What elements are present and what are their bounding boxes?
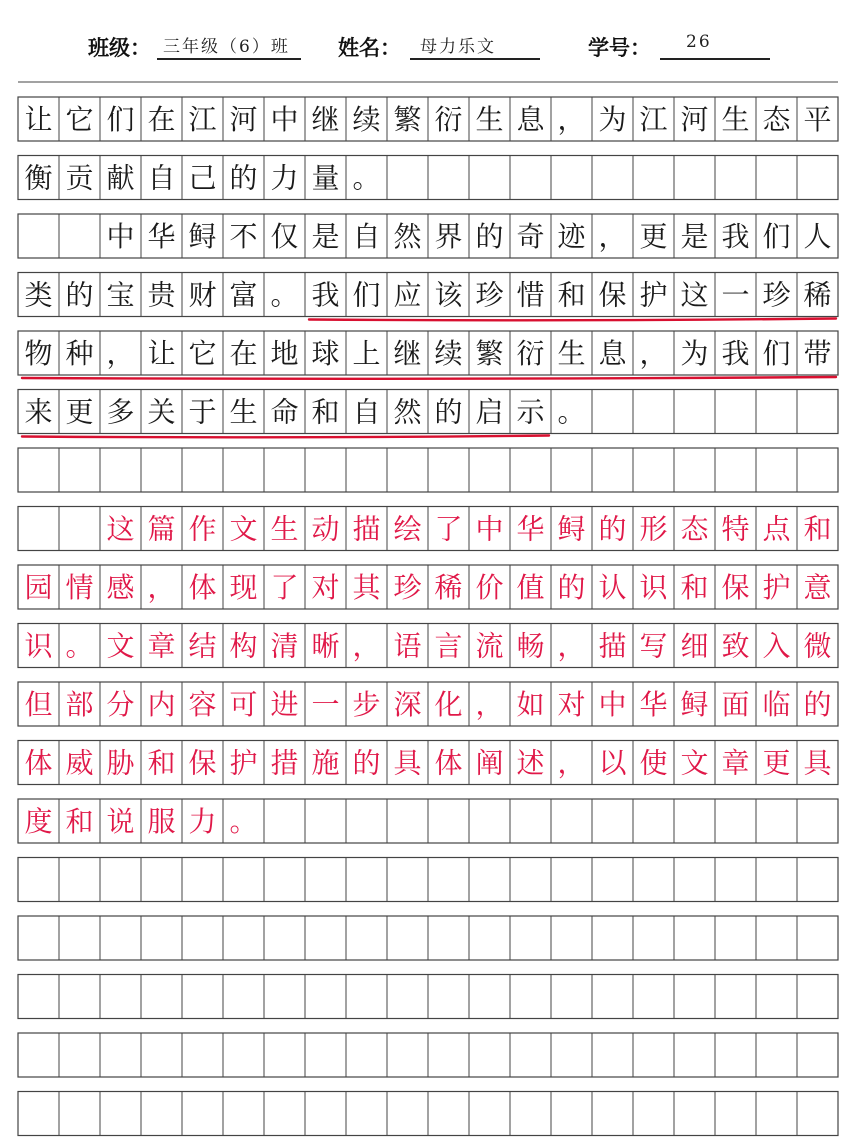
grid-char: 特 xyxy=(721,512,750,546)
grid-char: 我 xyxy=(721,220,750,254)
grid-char: 生 xyxy=(557,337,586,371)
grid-char: 的 xyxy=(557,571,586,605)
grid-char: 珍 xyxy=(393,571,422,605)
grid-row xyxy=(18,741,838,785)
grid-char: 章 xyxy=(721,746,750,780)
grid-row xyxy=(18,1092,838,1136)
grid-char: 启 xyxy=(475,395,504,429)
grid-char: 对 xyxy=(557,688,586,722)
grid-char: 措 xyxy=(270,746,299,780)
grid-char: 们 xyxy=(762,337,791,371)
grid-char: 体 xyxy=(434,746,463,780)
grid-char: 保 xyxy=(598,278,627,312)
grid-char: 量 xyxy=(311,161,340,195)
grid-char: 容 xyxy=(188,688,217,722)
grid-char: 形 xyxy=(639,512,668,546)
grid-char: 为 xyxy=(680,337,709,371)
grid-char: 华 xyxy=(639,688,668,722)
grid-char: 们 xyxy=(352,278,381,312)
grid-char: 贡 xyxy=(65,161,94,195)
grid-char: 进 xyxy=(270,688,299,722)
grid-char: 中 xyxy=(598,688,627,722)
grid-char: 类 xyxy=(24,278,53,312)
grid-row xyxy=(18,916,838,960)
grid-char: 步 xyxy=(352,688,381,722)
grid-char: 江 xyxy=(188,103,217,137)
grid-char: 上 xyxy=(352,337,381,371)
red-underline xyxy=(309,319,836,321)
grid-char: 生 xyxy=(475,103,504,137)
number-value: 26 xyxy=(686,32,712,52)
grid-char: 言 xyxy=(434,629,463,663)
grid-char: 贵 xyxy=(147,278,176,312)
grid-char: 具 xyxy=(803,746,832,780)
grid-char: 华 xyxy=(516,512,545,546)
grid-char: 财 xyxy=(188,278,217,312)
grid-char: 了 xyxy=(270,571,299,605)
grid-char: 。 xyxy=(557,395,586,429)
grid-char: 珍 xyxy=(762,278,791,312)
grid-row xyxy=(18,975,838,1019)
grid-char: 生 xyxy=(721,103,750,137)
grid-char: 可 xyxy=(229,688,258,722)
grid-char: 晰 xyxy=(311,629,340,663)
grid-char: 衡 xyxy=(24,161,53,195)
grid-char: 稀 xyxy=(803,278,832,312)
grid-char: 是 xyxy=(311,220,340,254)
grid-char: 。 xyxy=(65,629,94,663)
grid-char: 服 xyxy=(147,805,176,839)
grid-char: 流 xyxy=(475,629,504,663)
grid-char: 在 xyxy=(229,337,258,371)
grid-char: 清 xyxy=(270,629,299,663)
grid-char: 生 xyxy=(270,512,299,546)
grid-char: 的 xyxy=(352,746,381,780)
grid-char: 保 xyxy=(721,571,750,605)
grid-char: 稀 xyxy=(434,571,463,605)
grid-row xyxy=(18,273,838,317)
grid-char: 了 xyxy=(434,512,463,546)
grid-char: 的 xyxy=(65,278,94,312)
grid-char: 命 xyxy=(270,395,299,429)
grid-char: 江 xyxy=(639,103,668,137)
grid-char: 施 xyxy=(311,746,340,780)
grid-char: 仅 xyxy=(270,220,299,254)
grid-char: 中 xyxy=(106,220,135,254)
grid-char: 情 xyxy=(65,571,94,605)
grid-char: 奇 xyxy=(516,220,545,254)
grid-char: 于 xyxy=(188,395,217,429)
grid-char: 们 xyxy=(762,220,791,254)
grid-char: ， xyxy=(147,571,176,605)
grid-char: 河 xyxy=(229,103,258,137)
grid-char: 临 xyxy=(762,688,791,722)
grid-char: 具 xyxy=(393,746,422,780)
grid-char: 让 xyxy=(147,337,176,371)
grid-char: 息 xyxy=(598,337,627,371)
grid-row xyxy=(18,156,838,200)
grid-char: 我 xyxy=(311,278,340,312)
grid-char: 分 xyxy=(106,688,135,722)
grid-char: 描 xyxy=(352,512,381,546)
grid-row xyxy=(18,799,838,843)
grid-char: 但 xyxy=(24,688,53,722)
grid-char: 多 xyxy=(106,395,135,429)
grid-char: 界 xyxy=(434,220,463,254)
grid-char: 微 xyxy=(803,629,832,663)
grid-row xyxy=(18,858,838,902)
grid-char: 结 xyxy=(188,629,217,663)
grid-char: 价 xyxy=(475,571,504,605)
grid-char: 感 xyxy=(106,571,135,605)
grid-char: 球 xyxy=(311,337,340,371)
grid-char: ， xyxy=(598,220,627,254)
grid-char: 力 xyxy=(270,161,299,195)
grid-char: 来 xyxy=(24,395,53,429)
grid-char: 繁 xyxy=(475,337,504,371)
grid-row xyxy=(18,682,838,726)
red-underline xyxy=(22,436,549,438)
grid-char: 篇 xyxy=(147,512,176,546)
grid-char: 阐 xyxy=(475,746,504,780)
grid-char: 内 xyxy=(147,688,176,722)
grid-char: 现 xyxy=(229,571,258,605)
grid-char: ， xyxy=(106,337,135,371)
grid-char: 它 xyxy=(65,103,94,137)
grid-char: 示 xyxy=(516,395,545,429)
grid-char: 不 xyxy=(229,220,258,254)
grid-char: 该 xyxy=(434,278,463,312)
grid-char: 种 xyxy=(65,337,94,371)
grid-row xyxy=(18,214,838,258)
grid-char: 然 xyxy=(393,220,422,254)
grid-char: 续 xyxy=(434,337,463,371)
grid-char: 一 xyxy=(311,688,340,722)
grid-char: 们 xyxy=(106,103,135,137)
grid-char: 。 xyxy=(229,805,258,839)
grid-char: 继 xyxy=(393,337,422,371)
grid-char: 的 xyxy=(434,395,463,429)
grid-row xyxy=(18,331,838,375)
grid-char: 细 xyxy=(680,629,709,663)
grid-char: 平 xyxy=(803,103,832,137)
grid-char: 文 xyxy=(680,746,709,780)
grid-char: 胁 xyxy=(106,746,135,780)
grid-char: 面 xyxy=(721,688,750,722)
grid-char: 和 xyxy=(311,395,340,429)
grid-char: 态 xyxy=(680,512,709,546)
grid-char: 己 xyxy=(188,161,217,195)
grid-row xyxy=(18,1033,838,1077)
grid-char: 惜 xyxy=(516,278,545,312)
grid-char: 自 xyxy=(352,395,381,429)
grid-char: 河 xyxy=(680,103,709,137)
red-underline xyxy=(22,377,836,379)
grid-char: 文 xyxy=(229,512,258,546)
grid-char: 识 xyxy=(24,629,53,663)
grid-char: 应 xyxy=(393,278,422,312)
grid-char: 度 xyxy=(24,805,53,839)
grid-char: 息 xyxy=(516,103,545,137)
grid-char: 保 xyxy=(188,746,217,780)
grid-row xyxy=(18,97,838,141)
grid-char: ， xyxy=(557,746,586,780)
grid-char: 深 xyxy=(393,688,422,722)
grid-char: 和 xyxy=(557,278,586,312)
grid-char: 在 xyxy=(147,103,176,137)
grid-char: 入 xyxy=(762,629,791,663)
grid-char: ， xyxy=(475,688,504,722)
grid-char: 说 xyxy=(106,805,135,839)
grid-char: 更 xyxy=(762,746,791,780)
grid-char: 献 xyxy=(106,161,135,195)
grid-char: 续 xyxy=(352,103,381,137)
grid-char: 语 xyxy=(393,629,422,663)
grid-char: 鲟 xyxy=(557,512,586,546)
grid-char: 衍 xyxy=(434,103,463,137)
grid-char: 如 xyxy=(516,688,545,722)
grid-char: 更 xyxy=(639,220,668,254)
grid-char: 继 xyxy=(311,103,340,137)
grid-char: 地 xyxy=(270,337,299,371)
grid-char: 和 xyxy=(65,805,94,839)
grid-char: 衍 xyxy=(516,337,545,371)
grid-char: 动 xyxy=(311,512,340,546)
grid-row xyxy=(18,507,838,551)
essay-row xyxy=(24,162,380,195)
grid-row xyxy=(18,565,838,609)
grid-char: 鲟 xyxy=(188,220,217,254)
grid-char: 的 xyxy=(475,220,504,254)
grid-char: 迹 xyxy=(557,220,586,254)
grid-char: 描 xyxy=(598,629,627,663)
grid-char: 以 xyxy=(598,746,627,780)
grid-char: 绘 xyxy=(393,512,422,546)
grid-char: 使 xyxy=(639,746,668,780)
grid-char: 和 xyxy=(803,512,832,546)
grid-char: 护 xyxy=(229,746,258,780)
teacher-comment-row xyxy=(24,747,833,780)
grid-char: 威 xyxy=(65,746,94,780)
grid-char: 写 xyxy=(639,629,668,663)
grid-char: 体 xyxy=(24,746,53,780)
grid-char: 鲟 xyxy=(680,688,709,722)
grid-char: 华 xyxy=(147,220,176,254)
class-value: 三年级（6）班 xyxy=(163,37,290,57)
grid-char: 护 xyxy=(639,278,668,312)
grid-char: 中 xyxy=(270,103,299,137)
grid-char: 构 xyxy=(229,629,258,663)
grid-char: 护 xyxy=(762,571,791,605)
grid-char: 自 xyxy=(147,161,176,195)
grid-char: 。 xyxy=(270,278,299,312)
name-value: 母力乐文 xyxy=(420,37,496,57)
grid-char: 意 xyxy=(803,571,832,605)
grid-char: 的 xyxy=(803,688,832,722)
grid-char: 富 xyxy=(229,278,258,312)
grid-char: 这 xyxy=(680,278,709,312)
grid-char: 人 xyxy=(803,220,832,254)
grid-char: 为 xyxy=(598,103,627,137)
grid-char: ， xyxy=(557,103,586,137)
grid-char: 的 xyxy=(598,512,627,546)
grid-char: 一 xyxy=(721,278,750,312)
grid-char: 值 xyxy=(516,571,545,605)
grid-char: 生 xyxy=(229,395,258,429)
grid-row xyxy=(18,390,838,434)
grid-char: 其 xyxy=(352,571,381,605)
name-label: 姓名： xyxy=(338,36,401,60)
grid-char: 和 xyxy=(147,746,176,780)
grid-char: 我 xyxy=(721,337,750,371)
grid-char: 体 xyxy=(188,571,217,605)
grid-char: 畅 xyxy=(516,629,545,663)
class-label: 班级： xyxy=(88,36,151,60)
grid-char: 识 xyxy=(639,571,668,605)
grid-char: 。 xyxy=(352,161,381,195)
grid-char: 对 xyxy=(311,571,340,605)
grid-char: 点 xyxy=(762,512,791,546)
grid-char: 宝 xyxy=(106,278,135,312)
grid-row xyxy=(18,448,838,492)
grid-char: 章 xyxy=(147,629,176,663)
grid-char: 然 xyxy=(393,395,422,429)
grid-char: 作 xyxy=(188,512,217,546)
grid-char: 物 xyxy=(24,337,53,371)
grid-char: 认 xyxy=(598,571,627,605)
grid-char: 化 xyxy=(434,688,463,722)
grid-char: ， xyxy=(557,629,586,663)
grid-char: ， xyxy=(352,629,381,663)
grid-char: 让 xyxy=(24,103,53,137)
grid-row xyxy=(18,624,838,668)
grid-char: 珍 xyxy=(475,278,504,312)
grid-char: 繁 xyxy=(393,103,422,137)
grid-char: 是 xyxy=(680,220,709,254)
grid-char: 力 xyxy=(188,805,217,839)
grid-char: 关 xyxy=(147,395,176,429)
grid-char: 致 xyxy=(721,629,750,663)
grid-char: 的 xyxy=(229,161,258,195)
grid-char: ， xyxy=(639,337,668,371)
grid-char: 中 xyxy=(475,512,504,546)
grid-char: 态 xyxy=(762,103,791,137)
grid-char: 和 xyxy=(680,571,709,605)
grid-char: 述 xyxy=(516,746,545,780)
grid-char: 带 xyxy=(803,337,832,371)
grid-char: 部 xyxy=(65,688,94,722)
grid-char: 文 xyxy=(106,629,135,663)
grid-char: 更 xyxy=(65,395,94,429)
grid-char: 自 xyxy=(352,220,381,254)
number-label: 学号： xyxy=(588,36,651,60)
grid-char: 园 xyxy=(24,571,53,605)
grid-char: 这 xyxy=(106,512,135,546)
grid-char: 它 xyxy=(188,337,217,371)
